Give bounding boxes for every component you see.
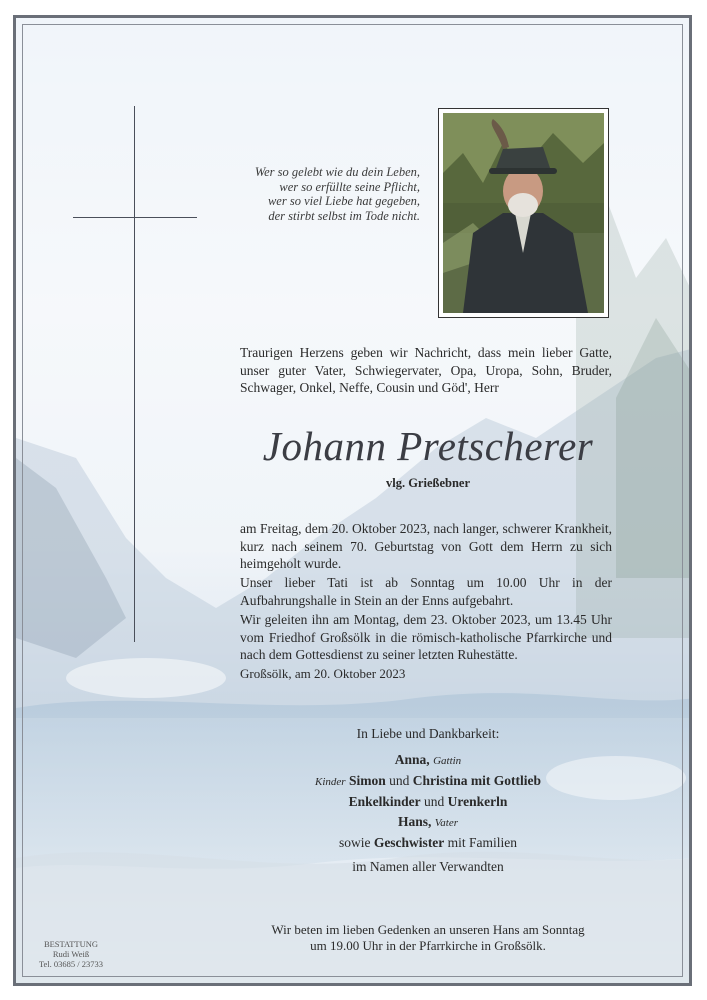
memorial-poem — [212, 165, 420, 223]
deceased-name: Johann Pretscherer — [262, 423, 594, 469]
child-name: Christina — [412, 773, 468, 788]
funeral-home-phone: Tel. 03685 / 23733 — [38, 959, 104, 969]
death-paragraph: am Freitag, dem 20. Oktober 2023, nach langer, schwerer Krankheit, kurz nach seinem 70. Geburtstag von Gott dem Herrn zu sich heimgeholt wurde. — [240, 521, 612, 571]
child-name: Simon — [348, 773, 386, 788]
mourners-list — [242, 724, 614, 877]
wife-role: Gattin — [433, 755, 462, 767]
obituary-sheet — [13, 15, 692, 986]
announcement-text: Traurigen Herzens geben wir Nachricht, dass mein lieber Gatte, unser guter Vater, Schwiegervater, Opa, Uropa, Sohn, Bruder, Schwager, Onkel, Neffe, Cousin und Göd', Herr — [240, 345, 612, 395]
conjunction: und — [424, 794, 445, 809]
viewing-paragraph: Unser lieber Tati ist ab Sonntag um 10.00 Uhr in der Aufbahrungshalle in Stein an der Enns aufgebahrt. — [240, 575, 612, 608]
funeral-home-name: Rudi Weiß — [52, 949, 90, 959]
mourner-siblings — [242, 833, 614, 853]
funeral-paragraph: Wir geleiten ihn am Montag, dem 23. Oktober 2023, um 13.45 Uhr vom Friedhof Großsölk in die römisch-katholische Pfarrkirche und nach dem Gottesdienst zu seiner letzten Ruhestätte. — [240, 612, 612, 662]
poem-line: wer so viel Liebe hat gegeben, — [267, 194, 420, 208]
poem-line: der stirbt selbst im Tode nicht. — [268, 208, 420, 223]
mourners-heading: In Liebe und Dankbarkeit: — [356, 726, 500, 741]
conjunction: und — [389, 773, 410, 788]
siblings-suffix: mit Familien — [447, 835, 518, 850]
portrait-image — [443, 113, 604, 313]
conjunction: mit — [470, 773, 491, 788]
mourner-grandchildren — [242, 792, 614, 812]
children-role: Kinder — [315, 776, 346, 788]
cross-horizontal-bar — [73, 217, 197, 218]
place-date: Großsölk, am 20. Oktober 2023 — [240, 666, 406, 681]
siblings-prefix: sowie — [338, 835, 371, 850]
funeral-home-title: BESTATTUNG — [43, 939, 99, 949]
father-name: Hans, — [398, 814, 432, 829]
siblings-label: Geschwister — [373, 835, 445, 850]
mourner-children — [242, 771, 614, 792]
funeral-home-stamp — [36, 939, 106, 969]
child-name: Gottlieb — [493, 773, 541, 788]
father-role: Vater — [434, 817, 458, 829]
wife-name: Anna, — [394, 752, 430, 767]
poem-line: Wer so gelebt wie du dein Leben, — [254, 165, 420, 179]
grandchildren-label: Enkelkinder — [348, 794, 421, 809]
prayer-notice — [242, 922, 614, 954]
mourner-father — [242, 812, 614, 833]
mourner-relatives: im Namen aller Verwandten — [352, 859, 504, 874]
deceased-alias: vlg. Grießebner — [385, 476, 470, 490]
great-grandchildren-label: Urenkerln — [447, 794, 508, 809]
prayer-line: um 19.00 Uhr in der Pfarrkirche in Großsölk. — [310, 938, 546, 953]
portrait-photo — [438, 108, 609, 318]
cross-vertical-bar — [134, 106, 135, 642]
poem-line: wer so erfüllte seine Pflicht, — [279, 179, 420, 194]
mourner-wife — [242, 750, 614, 771]
prayer-line: Wir beten im lieben Gedenken an unseren Hans am Sonntag — [271, 922, 585, 937]
